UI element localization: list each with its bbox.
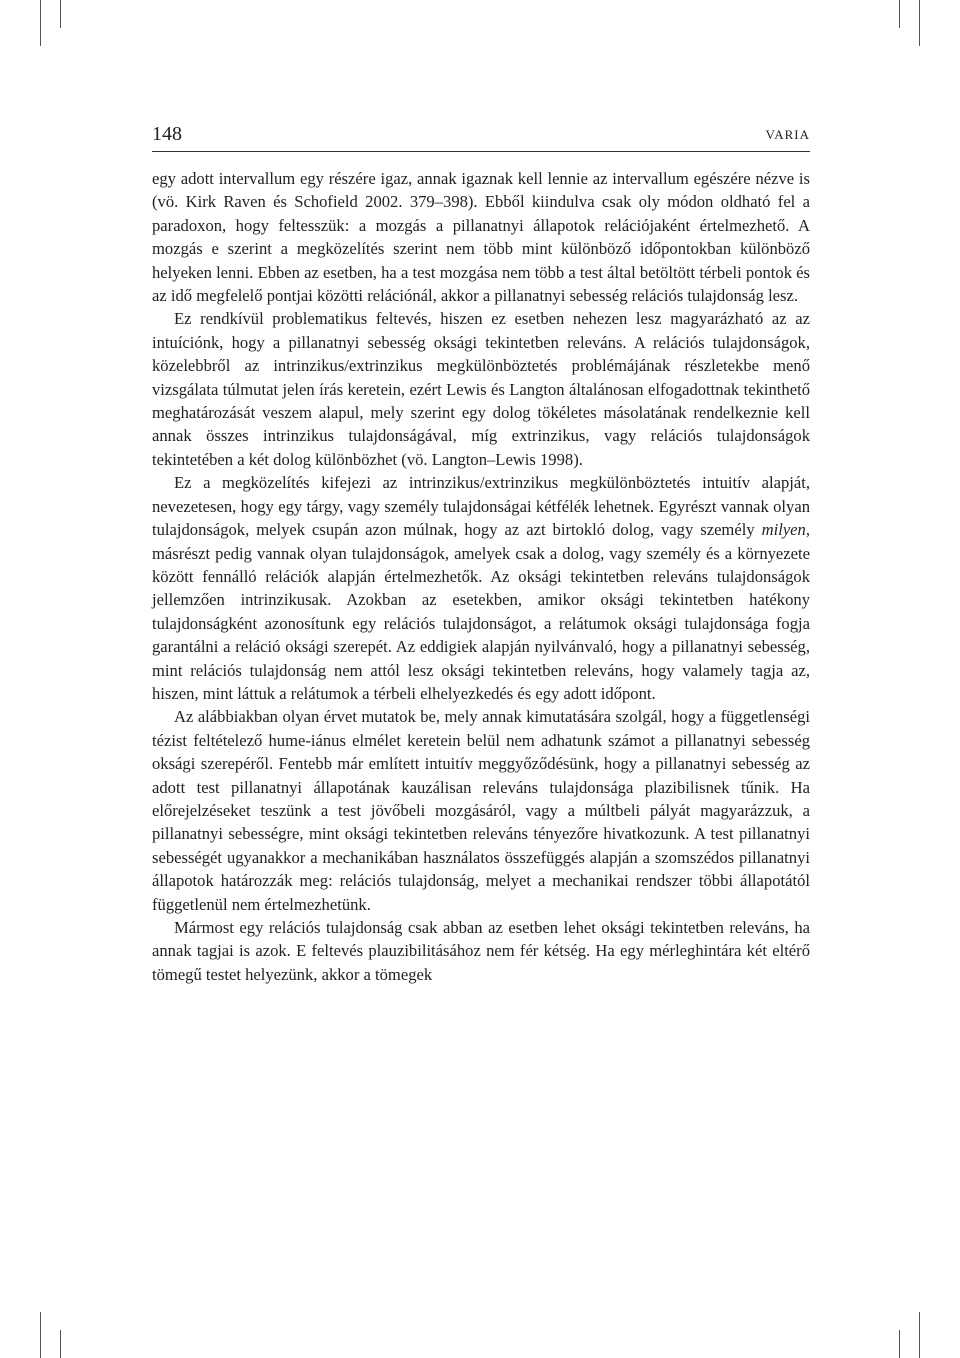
paragraph-5: Mármost egy relációs tulajdonság csak abban az esetben lehet oksági tekintetben releváns, ha annak tagjai is azok. E feltevés plauzibilitásához nem fér kétség. Ha egy mérleghintára két eltérő tömegű testet helyezünk, akkor a tömegek bbox=[152, 918, 810, 984]
paragraph-2: Ez rendkívül problematikus feltevés, hiszen ez esetben nehezen lesz magyarázható az az intuíciónk, hogy a pillanatnyi sebesség oksági tekintetben releváns. A relációs tulajdonságok, közelebbről az intrinzikus/extrinzikus megkülönböztetés problémájának részletekbe menő vizsgálata túlmutat jelen írás keretein, ezért Lewis és Langton általánosan elfogadottnak tekinthető meghatározását veszem alapul, mely szerint egy dolog tökéletes másolatának rendelkeznie kell annak összes intrinzikus tulajdonságával, míg extrinzikus, vagy relációs tulajdonságok tekintetében a két dolog különbözhet (vö. Langton–Lewis 1998). bbox=[152, 309, 810, 469]
crop-mark-bottom-right-inner bbox=[899, 1330, 900, 1358]
crop-mark-bottom-right bbox=[919, 1312, 920, 1358]
crop-mark-top-right-inner bbox=[899, 0, 900, 28]
header-rule bbox=[152, 151, 810, 152]
paragraph-1: egy adott intervallum egy részére igaz, annak igaznak kell lennie az intervallum egészére nézve is (vö. Kirk Raven és Schofield 2002. 379–398). Ebből kiindulva csak oly módon oldható fel a paradoxon, hogy feltesszük: a mozgás a pillanatnyi állapotok relációjaként értelmezhető. A mozgás e szerint a megközelítés szerint nem több mint különböző időpontokban különböző helyeken lenni. Ebben az esetben, ha a test mozgása nem több a test által betöltött térbeli pontok és az idő megfelelő pontjai közötti relációnál, akkor a pillanatnyi sebesség relációs tulajdonság lesz. bbox=[152, 169, 810, 306]
crop-mark-top-left bbox=[40, 0, 41, 46]
crop-mark-bottom-left bbox=[40, 1312, 41, 1358]
paragraph-3-text-a: Ez a megközelítés kifejezi az intrinzikus/extrinzikus megkülönböztetés intuitív alapját, nevezetesen, hogy egy tárgy, vagy személy tulajdonságai kétfélék lehetnek. Egyrészt vannak olyan tulajdonságok, melyek csupán azon múlnak, hogy az azt birtokló dolog, vagy személy bbox=[152, 473, 810, 540]
paragraph-3-italic: milyen bbox=[761, 520, 806, 540]
running-head: VARIA bbox=[765, 127, 810, 142]
paragraph-4: Az alábbiakban olyan érvet mutatok be, mely annak kimutatására szolgál, hogy a függetlenségi tézist feltételező hume-iánus elmélet keretein belül nem adhatunk számot a pillanatnyi sebesség oksági szerepéről. Fentebb már említett intuitív meggyőződésünk, hogy a pillanatnyi sebesség az adott test pillanatnyi állapotának kauzálisan releváns tulajdonsága plazibilisnek tűnik. Ha előrejelzéseket teszünk a test jövőbeli mozgásáról, vagy a múltbeli pályát magyarázzuk, a pillanatnyi sebességre, mint oksági tekintetben releváns tényezőre hivatkozunk. A test pillanatnyi sebességét ugyanakkor a mechanikában használatos összefüggés alapján a szomszédos pillanatnyi állapotok határozzák meg: relációs tulajdonság, melyet a mechanikai rendszer többi állapotától függetlenül nem értelmezhetünk. bbox=[152, 707, 810, 914]
page-number: 148 bbox=[152, 123, 182, 145]
paragraph-3 bbox=[152, 471, 810, 705]
paragraph-3-text-b: , másrészt pedig vannak olyan tulajdonságok, amelyek csak a dolog, vagy személy és a környezete között fennálló relációk alapján értelmezhetők. Az oksági tekintetben releváns tulajdonságok jellemzően intrinzikusak. Azokban az esetekben, amikor oksági tekintetben hatékony tulajdonságként azonosítunk egy relációs tulajdonságot, a relátumok oksági tulajdonsága fogja garantálni a reláció oksági szerepét. Az eddigiek alapján nyilvánvaló, hogy a pillanatnyi sebesség, mint relációs tulajdonság nem attól lesz oksági tekintetben releváns, hogy valamely tagja az, hiszen, mint láttuk a relátumok a térbeli elhelyezkedés és egy adott időpont. bbox=[152, 520, 810, 703]
crop-mark-top-right bbox=[919, 0, 920, 46]
body-text bbox=[152, 167, 810, 986]
crop-mark-top-left-inner bbox=[60, 0, 61, 28]
crop-mark-bottom-left-inner bbox=[60, 1330, 61, 1358]
